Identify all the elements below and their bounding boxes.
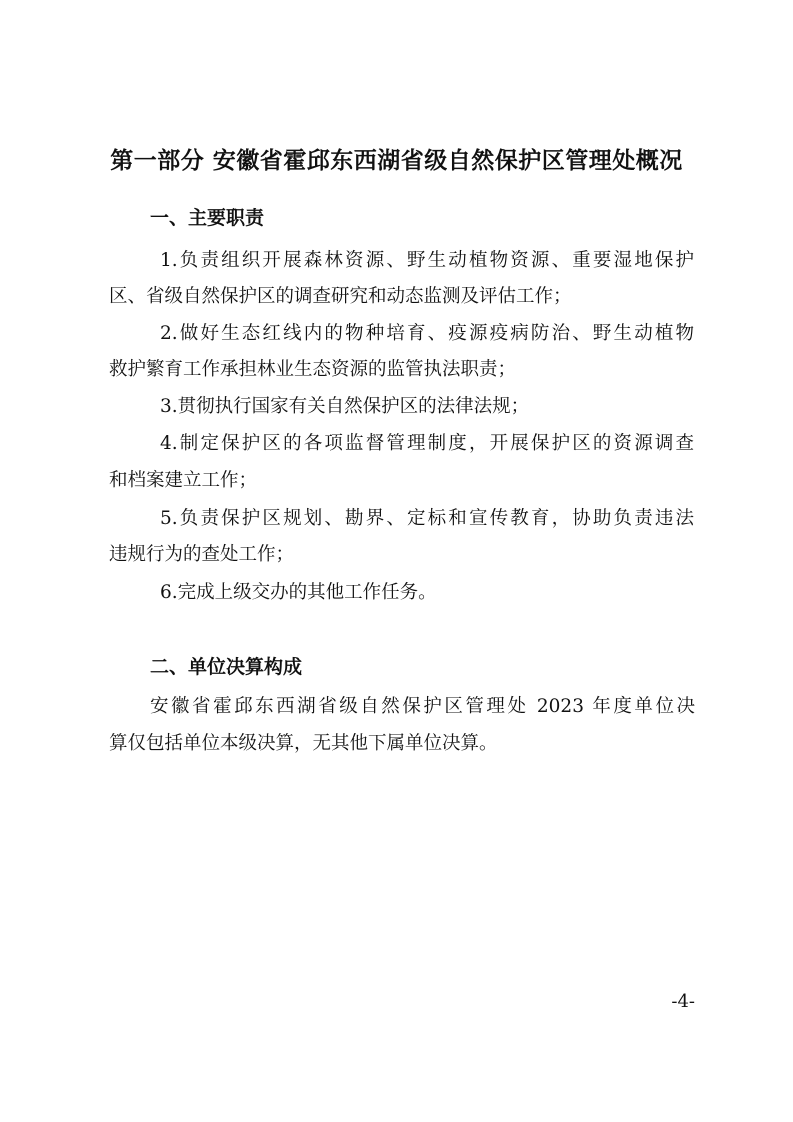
duty-item-2-line-2: 救护繁育工作承担林业生态资源的监管执法职责； (109, 359, 517, 380)
duty-item-5-line-1: 5.负责保护区规划、勘界、定标和宣传教育，协助负责违法 (160, 508, 694, 529)
page-title: 第一部分 安徽省霍邱东西湖省级自然保护区管理处概况 (110, 148, 683, 174)
section-heading-budget-composition: 二、单位决算构成 (150, 656, 303, 678)
duty-item-4-line-1: 4.制定保护区的各项监督管理制度，开展保护区的资源调查 (160, 433, 694, 454)
page-number: -4- (671, 991, 695, 1012)
duty-item-2-line-1: 2.做好生态红线内的物种培育、疫源疫病防治、野生动植物 (160, 323, 694, 344)
budget-paragraph-line-2: 算仅包括单位本级决算，无其他下属单位决算。 (109, 733, 498, 754)
duty-item-4-line-2: 和档案建立工作； (109, 470, 258, 491)
budget-paragraph-line-1: 安徽省霍邱东西湖省级自然保护区管理处 2023 年度单位决 (150, 696, 695, 717)
duty-item-1-line-1: 1.负责组织开展森林资源、野生动植物资源、重要湿地保护 (160, 250, 694, 271)
duty-item-5-line-2: 违规行为的查处工作； (109, 544, 295, 565)
duty-item-1-line-2: 区、省级自然保护区的调查研究和动态监测及评估工作； (109, 286, 572, 307)
section-heading-duties: 一、主要职责 (150, 207, 265, 229)
duty-item-3-line-1: 3.贯彻执行国家有关自然保护区的法律法规； (160, 396, 530, 417)
duty-item-6-line-1: 6.完成上级交办的其他工作任务。 (160, 582, 437, 603)
